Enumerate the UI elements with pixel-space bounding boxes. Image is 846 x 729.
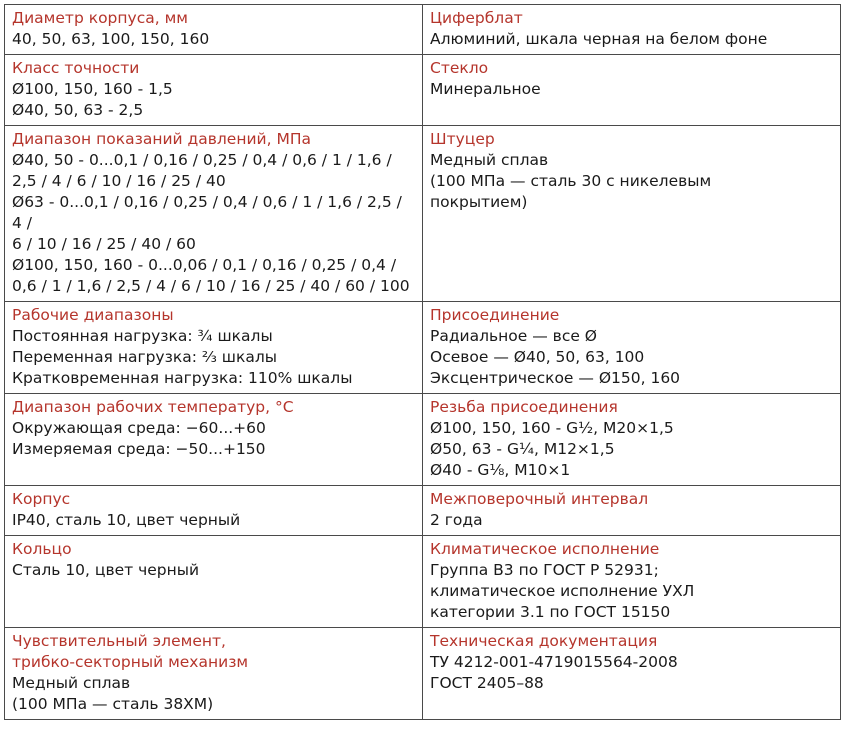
spec-label: Техническая документация — [430, 632, 658, 650]
spec-value: Сталь 10, цвет черный — [12, 561, 200, 579]
table-row — [5, 486, 841, 536]
table-row — [5, 628, 841, 720]
spec-value: Радиальное — все Ø Осевое — Ø40, 50, 63, 100 Эксцентрическое — Ø150, 160 — [430, 327, 681, 387]
spec-cell-ring — [5, 536, 423, 628]
spec-cell-pressure-range — [5, 126, 423, 302]
spec-cell-thread — [423, 394, 841, 486]
spec-value: 2 года — [430, 511, 483, 529]
spec-value: Группа B3 по ГОСТ Р 52931; климатическое исполнение УХЛ категории 3.1 по ГОСТ 15150 — [430, 561, 695, 621]
spec-label: Стекло — [430, 59, 489, 77]
spec-value: Окружающая среда: −60...+60 Измеряемая среда: −50...+150 — [12, 419, 266, 458]
spec-cell-fitting — [423, 126, 841, 302]
spec-value: Минеральное — [430, 80, 541, 98]
spec-label: Штуцер — [430, 130, 495, 148]
spec-cell-dial — [423, 5, 841, 55]
spec-label: Рабочие диапазоны — [12, 306, 174, 324]
spec-label: Диапазон рабочих температур, °С — [12, 398, 294, 416]
spec-label: Класс точности — [12, 59, 140, 77]
spec-cell-documentation — [423, 628, 841, 720]
spec-label: Диапазон показаний давлений, МПа — [12, 130, 311, 148]
spec-value: Ø100, 150, 160 - G½, M20×1,5 Ø50, 63 - G¼, M12×1,5 Ø40 - G⅛, M10×1 — [430, 419, 674, 479]
table-row — [5, 126, 841, 302]
spec-label: Межповерочный интервал — [430, 490, 649, 508]
spec-table — [4, 4, 841, 720]
spec-label: Корпус — [12, 490, 71, 508]
table-row — [5, 5, 841, 55]
table-row — [5, 394, 841, 486]
spec-value: ТУ 4212-001-4719015564-2008 ГОСТ 2405–88 — [430, 653, 678, 692]
spec-cell-climatic — [423, 536, 841, 628]
spec-cell-body-diameter — [5, 5, 423, 55]
spec-cell-housing — [5, 486, 423, 536]
spec-label: Резьба присоединения — [430, 398, 618, 416]
table-row — [5, 536, 841, 628]
spec-cell-glass — [423, 55, 841, 126]
spec-cell-calibration-interval — [423, 486, 841, 536]
spec-value: Алюминий, шкала черная на белом фоне — [430, 30, 768, 48]
spec-value: Постоянная нагрузка: ¾ шкалы Переменная нагрузка: ⅔ шкалы Кратковременная нагрузка: 110% шкалы — [12, 327, 353, 387]
spec-cell-working-ranges — [5, 302, 423, 394]
spec-cell-accuracy-class — [5, 55, 423, 126]
spec-value: Медный сплав (100 МПа — сталь 38ХМ) — [12, 674, 214, 713]
spec-value: Ø40, 50 - 0...0,1 / 0,16 / 0,25 / 0,4 / 0,6 / 1 / 1,6 / 2,5 / 4 / 6 / 10 / 16 / 25 / 40 Ø63 - 0...0,1 / 0,16 / 0,25 / 0,4 / 0,6 / 1 / 1,6 / 2,5 / 4 / 6 / 10 / 16 / 25 / 40 / 60 Ø100, 150, 160 - 0...0,06 / 0,1 / 0,16 / 0,25 / 0,4 / 0,6 / 1 / 1,6 / 2,5 / 4 / 6 / 10 / 16 / 25 / 40 / 60 / 100 — [12, 151, 410, 295]
spec-label: Циферблат — [430, 9, 523, 27]
spec-cell-sensing-element — [5, 628, 423, 720]
spec-label: Присоединение — [430, 306, 560, 324]
spec-label: Чувствительный элемент, трибко-секторный механизм — [12, 632, 249, 671]
spec-label: Кольцо — [12, 540, 72, 558]
spec-value: 40, 50, 63, 100, 150, 160 — [12, 30, 210, 48]
spec-value: IP40, сталь 10, цвет черный — [12, 511, 241, 529]
spec-value: Медный сплав (100 МПа — сталь 30 с никелевым покрытием) — [430, 151, 712, 211]
spec-value: Ø100, 150, 160 - 1,5 Ø40, 50, 63 - 2,5 — [12, 80, 173, 119]
spec-cell-connection — [423, 302, 841, 394]
table-row — [5, 302, 841, 394]
spec-label: Климатическое исполнение — [430, 540, 660, 558]
spec-label: Диаметр корпуса, мм — [12, 9, 188, 27]
table-row — [5, 55, 841, 126]
spec-cell-temperature-range — [5, 394, 423, 486]
